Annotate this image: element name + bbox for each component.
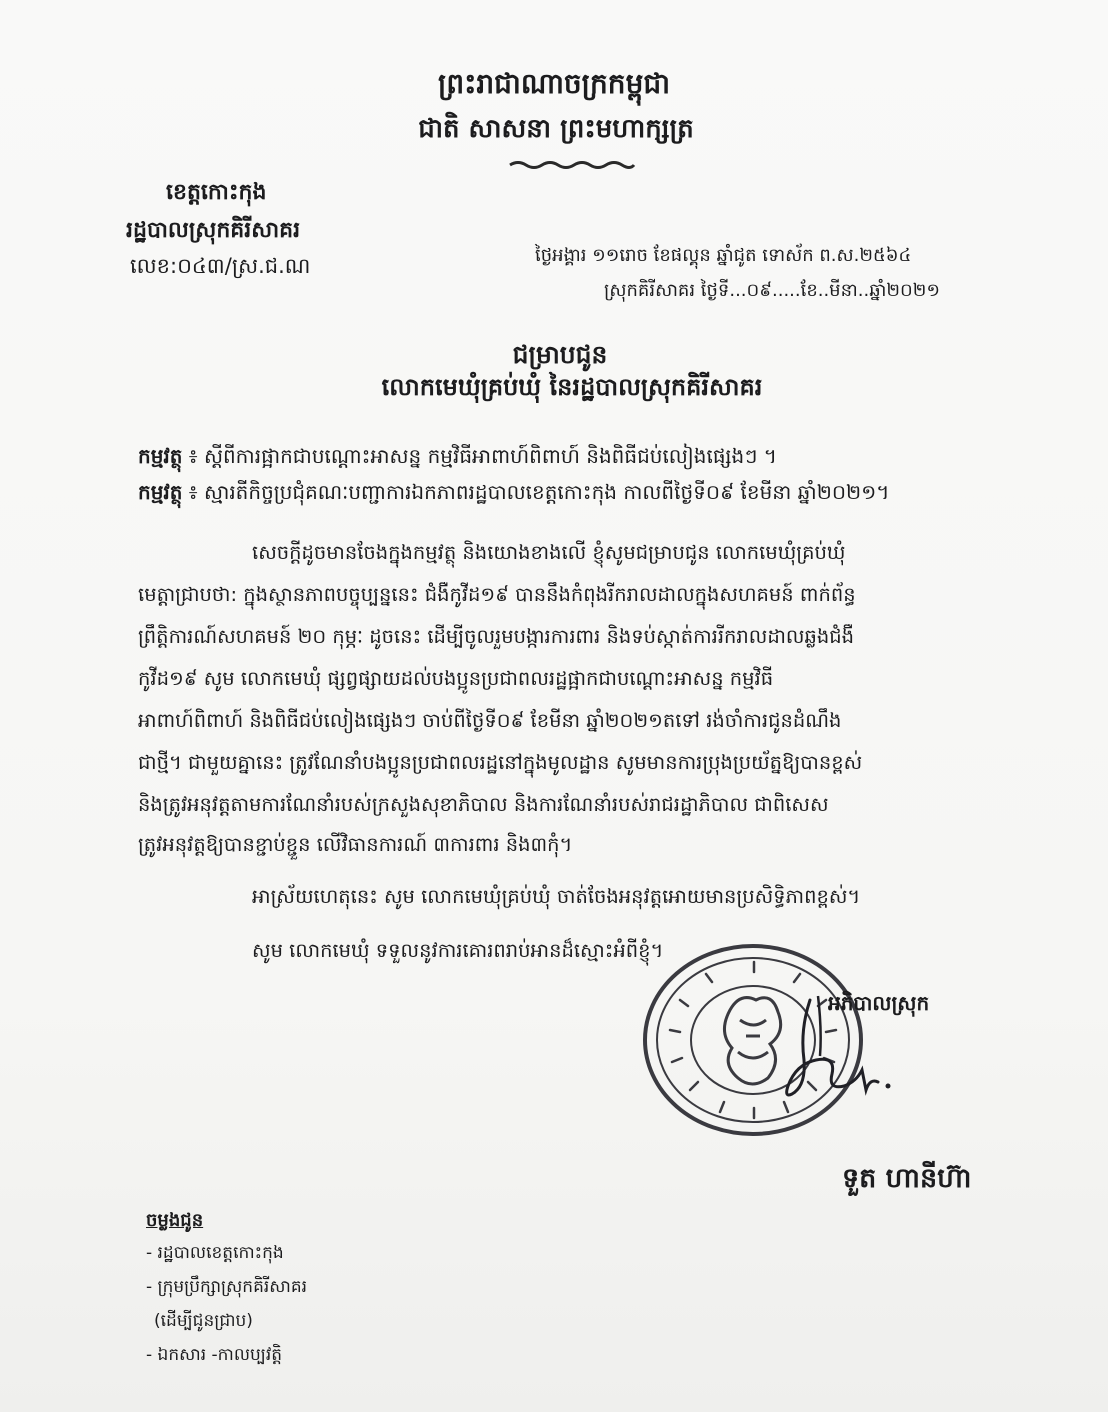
solar-date: ស្រុកគិរីសាគរ ថ្ងៃទី...០៩.....ខែ..មីនា..ឆ្នាំ២០២១ [604,280,940,301]
copies-title: ចម្លងជូន [146,1210,204,1231]
lunar-date: ថ្ងៃអង្គារ ១១រោច ខែផល្គុន ឆ្នាំជូត ទោស័ក ព.ស.២៥៦៤ [535,245,912,266]
body-line: សេចក្តីដូចមានចែងក្នុងកម្មវត្ថុ និងយោងខាងលើ ខ្ញុំសូមជម្រាបជូន លោកមេឃុំគ្រប់ឃុំ [252,541,846,564]
body-line: អាស្រ័យហេតុនេះ សូម លោកមេឃុំគ្រប់ឃុំ ចាត់ចែងអនុវត្តអោយមានប្រសិទ្ធិភាពខ្ពស់។ [252,885,861,908]
body-line: ព្រឹត្តិការណ៍សហគមន៍ ២០ កុម្ភៈ ដូចនេះ ដើម្បីចូលរួមបង្ការការពារ និងទប់ស្កាត់ការរីករាលដាលឆ្លងជំងឺ [138,625,855,648]
subject-line [138,479,889,509]
copy-recipient: - រដ្ឋបាលខេត្តកោះកុង [146,1243,284,1263]
body-line: កូវីដ១៩ សូម លោកមេឃុំ ផ្សព្វផ្សាយដល់បងប្អូនប្រជាពលរដ្ឋផ្អាកជាបណ្តោះអាសន្ន កម្មវិធី [138,667,774,690]
signatory-title: អភិបាលស្រុក [828,991,930,1015]
ornament-divider [508,160,636,170]
recipient-line: លោកមេឃុំគ្រប់ឃុំ នៃរដ្ឋបាលស្រុកគិរីសាគរ [381,373,763,401]
body-line: និងត្រូវអនុវត្តតាមការណែនាំរបស់ក្រសួងសុខាភិបាល និងការណែនាំរបស់រាជរដ្ឋាភិបាល ជាពិសេស [138,793,829,816]
copy-recipient: - ឯកសារ -កាលប្បវត្តិ [146,1345,283,1365]
sender-district: រដ្ឋបាលស្រុកគិរីសាគរ [126,218,301,243]
copy-recipient-note: (ដើម្បីជូនជ្រាប) [154,1311,253,1331]
document-number: លេខ:០៤៣/ស្រ.ជ.ណ [130,254,311,278]
sender-province: ខេត្តកោះកុង [166,180,267,205]
body-line: មេត្តាជ្រាបថា: ក្នុងស្ថានភាពបច្ចុប្បន្ននេះ ជំងឺកូវីដ១៩ បាននឹងកំពុងរីករាលដាលក្នុងសហគមន៍ ពាក់ព័ន្ធ [138,583,856,606]
subject-label: កម្មវត្ថុ [138,444,183,468]
body-line: សូម លោកមេឃុំ ទទួលនូវការគោរពរាប់អានដ៏ស្មោះអំពីខ្ញុំ។ [252,939,664,962]
subject-text: ៖ ស្តីពីការផ្អាកជាបណ្តោះអាសន្ន កម្មវិធីអាពាហ៍ពិពាហ៍ និងពិធីជប់លៀងផ្សេងៗ ។ [188,444,777,468]
subject-line [138,443,777,473]
notice-title: ជម្រាបជូន [512,340,608,369]
subject-label: កម្មវត្ថុ [138,480,183,504]
body-line: ជាថ្មី។ ជាមួយគ្នានេះ ត្រូវណែនាំបងប្អូនប្រជាពលរដ្ឋនៅក្នុងមូលដ្ឋាន សូមមានការប្រុងប្រយ័ត្នឱ្យបានខ្ពស់ [138,751,863,774]
body-line: ត្រូវអនុវត្តឱ្យបានខ្ជាប់ខ្ជួន លើវិធានការណ៍ ៣ការពារ និង៣កុំ។ [138,833,573,856]
signatory-name: ទួត ហានីហ៊ា [842,1163,972,1194]
copy-recipient: - ក្រុមប្រឹក្សាស្រុកគិរីសាគរ [146,1277,308,1297]
kingdom-heading: ព្រះរាជាណាចក្រកម្ពុជា [437,67,671,100]
national-motto: ជាតិ សាសនា ព្រះមហាក្សត្រ [418,114,694,144]
subject-text: ៖ ស្មារតីកិច្ចប្រជុំគណៈបញ្ជាការឯកភាពរដ្ឋបាលខេត្តកោះកុង កាលពីថ្ងៃទី០៩ ខែមីនា ឆ្នាំ២០២១។ [188,480,890,504]
body-line: អាពាហ៍ពិពាហ៍ និងពិធីជប់លៀងផ្សេងៗ ចាប់ពីថ្ងៃទី០៩ ខែមីនា ឆ្នាំ២០២១តទៅ រង់ចាំការជូនដំណឹង [138,709,842,732]
